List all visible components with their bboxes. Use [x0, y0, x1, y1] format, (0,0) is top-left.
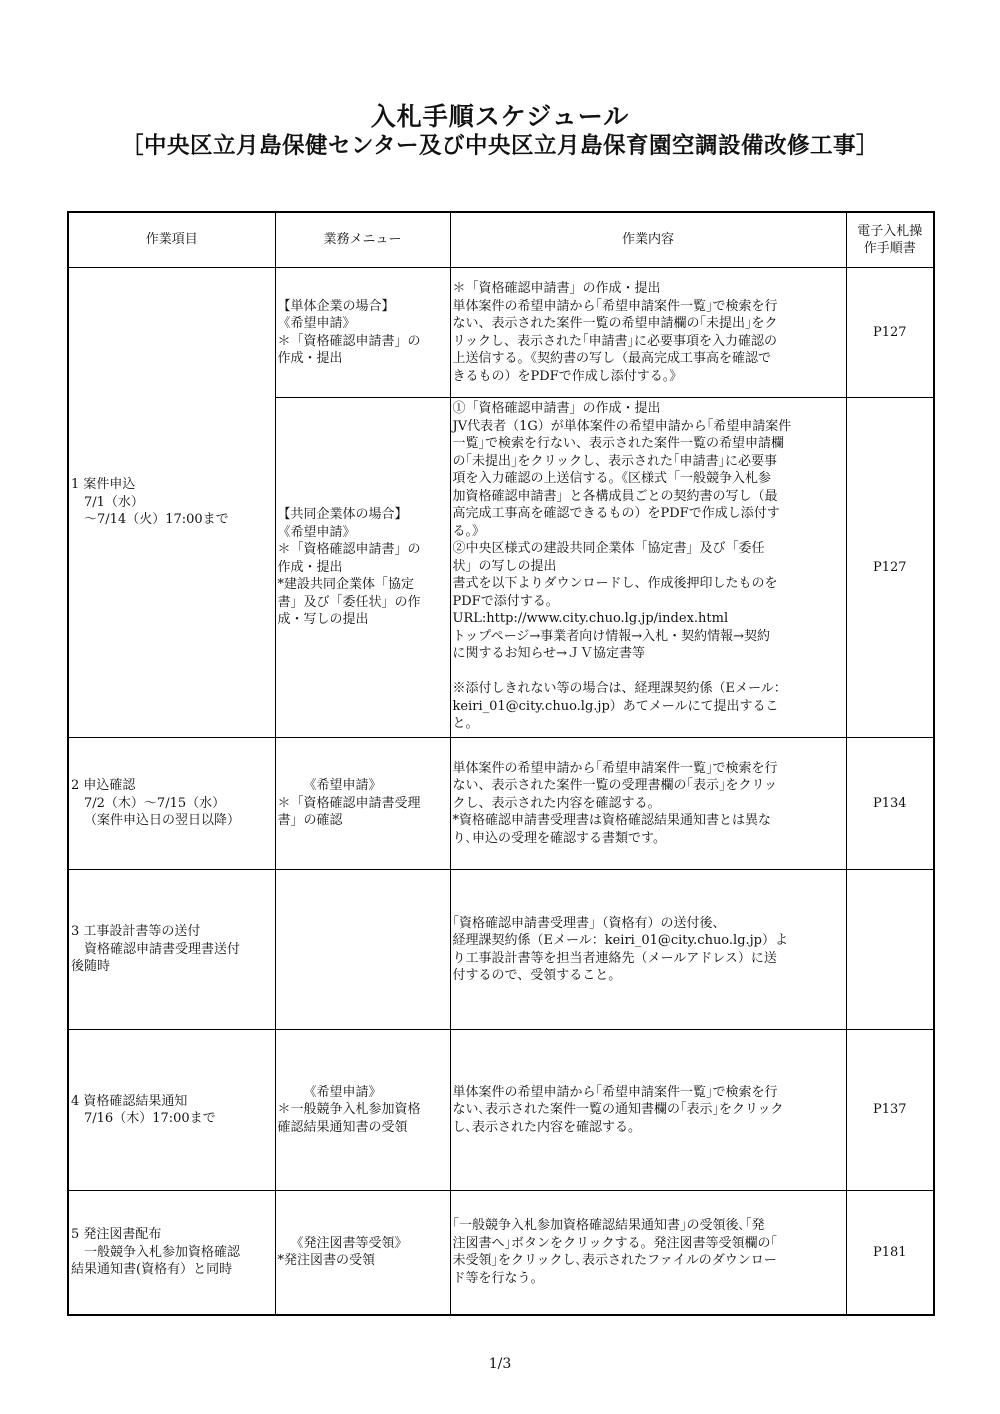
table-row-2: [68, 738, 934, 870]
row1a-menu-line: 【単体企業の場合】: [277, 298, 395, 314]
row2-menu: [275, 738, 450, 870]
row5-content-line: 注図書へ｣ボタンをクリックする。発注図書等受領欄の｢: [452, 1235, 777, 1251]
row1b-content-line: トップページ→事業者向け情報→入札・契約情報→契約: [452, 628, 771, 644]
row1a-manual-page: P127: [846, 268, 934, 398]
row4-content: [450, 1030, 846, 1191]
row1a-content-line: 上送信する。《契約書の写し（最高完成工事高を確認で: [452, 351, 772, 366]
row3-manual-page: [846, 870, 934, 1030]
row1b-email-line: keiri_01@city.chuo.lg.jp）あてメールにて提出するこ: [452, 698, 779, 714]
row1-item-line: 1 案件申込: [71, 477, 136, 493]
row1b-content-line: ※添付しきれない等の場合は、経理課契約係（Eメール：: [452, 681, 787, 696]
row1b-menu-line: ＊「資格確認申請書」の: [277, 542, 421, 558]
row1a-content: [450, 268, 846, 398]
row5-content: [450, 1191, 846, 1315]
row1b-content: [450, 398, 846, 738]
row1b-menu-line: 書」及び「委任状」の作: [277, 594, 421, 610]
row5-content-line: ｢一般競争入札参加資格確認結果通知書｣の受領後､｢発: [452, 1218, 765, 1234]
row2-manual-page: P134: [846, 738, 934, 870]
row1b-menu-line: 《希望申請》: [277, 524, 356, 540]
row1b-content-line: る。》: [452, 523, 486, 539]
document-subtitle: ［中央区立月島保健センター及び中央区立月島保育園空調設備改修工事］: [120, 133, 880, 159]
row4-menu-line: ＊一般競争入札参加資格: [277, 1102, 421, 1118]
row1a-content-line: リックし、表示された｢申請書｣に必要事項を入力確認の: [452, 333, 777, 349]
header-manual-line1: 電子入札操: [857, 223, 923, 239]
row3-content: [450, 870, 846, 1030]
header-menu: 業務メニュー: [275, 212, 450, 268]
row4-content-line: 単体案件の希望申請から｢希望申請案件一覧｣で検索を行: [452, 1084, 778, 1100]
header-item: 作業項目: [68, 212, 275, 268]
row2-content-line: ない、表示された案件一覧の受理書欄の｢表示｣をクリッ: [452, 778, 777, 794]
row3-content-line: ｢資格確認申請書受理書｣（資格有）の送付後、: [452, 915, 726, 931]
row5-item-line: 一般競争入札参加資格確認: [84, 1244, 241, 1260]
row1b-content-line: に関するお知らせ→ＪＶ協定書等: [452, 646, 646, 661]
row5-menu-line: *発注図書の受領: [277, 1253, 376, 1269]
row1b-content-line: と。: [452, 716, 479, 731]
row1a-content-line: ない、表示された案件一覧の希望申請欄の｢未提出｣をク: [452, 316, 778, 331]
row5-menu-line: 《発注図書等受領》: [290, 1235, 408, 1251]
row1b-content-line: 一覧｣で検索を行ない、表示された案件一覧の希望申請欄: [452, 436, 785, 451]
row1b-menu: [275, 398, 450, 738]
header-content: 作業内容: [450, 212, 846, 268]
row2-item-line: （案件申込日の翌日以降）: [84, 813, 241, 829]
row1a-content-line: きるもの）をPDFで作成し添付する。》: [452, 368, 683, 384]
header-row: [68, 212, 934, 268]
row1b-content-line: 状」の写しの提出: [452, 558, 557, 574]
row5-content-line: ド等を行なう。: [452, 1270, 544, 1286]
row1b-menu-line: 成・写しの提出: [277, 612, 369, 628]
row4-menu-line: 《希望申請》: [303, 1084, 382, 1100]
row1a-menu-line: 作成・提出: [277, 351, 343, 366]
row1b-blank-line: [453, 663, 844, 681]
row4-menu-line: 確認結果通知書の受領: [277, 1119, 408, 1135]
row1-item: [68, 268, 275, 738]
row4-manual-page: P137: [846, 1030, 934, 1191]
document-title: 入札手順スケジュール: [370, 102, 630, 131]
row1a-menu-line: 《希望申請》: [277, 316, 356, 331]
row1b-url-line[interactable]: URL:http://www.city.chuo.lg.jp/index.html: [452, 611, 729, 626]
row2-menu-line: 書」の確認: [277, 813, 343, 829]
row4-content-line: ない､表示された案件一覧の通知書欄の｢表示｣をクリック: [452, 1102, 784, 1118]
row5-menu: [275, 1191, 450, 1315]
row2-item: [68, 738, 275, 870]
row3-item-line: 資格確認申請書受理書送付: [84, 941, 241, 957]
table-row-4: [68, 1030, 934, 1191]
row4-item-line: 4 資格確認結果通知: [71, 1093, 188, 1109]
row1a-content-line: ＊「資格確認申請書」の作成・提出: [452, 281, 661, 296]
row1b-content-line: ②中央区様式の建設共同企業体「協定書」及び「委任: [452, 541, 765, 556]
schedule-table: [67, 211, 935, 1316]
row3-item: [68, 870, 275, 1030]
row4-item: [68, 1030, 275, 1191]
row2-content-line: 単体案件の希望申請から｢希望申請案件一覧｣で検索を行: [452, 760, 778, 776]
row4-item-line: 7/16（木）17:00まで: [84, 1111, 216, 1126]
row2-menu-line: ＊「資格確認申請書受理: [277, 795, 421, 811]
row2-item-line: 7/2（木）～7/15（水）: [84, 795, 226, 811]
row1b-content-line: ①「資格確認申請書」の作成・提出: [452, 401, 661, 416]
page-number: 1/3: [488, 1356, 512, 1372]
row5-item: [68, 1191, 275, 1315]
header-manual-line2: 作手順書: [863, 241, 916, 256]
header-manual: [846, 212, 934, 268]
row1b-menu-line: 【共同企業体の場合】: [277, 507, 408, 523]
table-row-1a: [68, 268, 934, 398]
row4-menu: [275, 1030, 450, 1191]
row1a-content-line: 単体案件の希望申請から｢希望申請案件一覧｣で検索を行: [452, 298, 778, 314]
row2-content-line: *資格確認申請書受理書は資格確認結果通知書とは異な: [452, 813, 772, 829]
row5-item-line: 5 発注図書配布: [71, 1227, 162, 1242]
row3-item-line: 3 工事設計書等の送付: [71, 924, 201, 940]
row3-menu: [275, 870, 450, 1030]
row4-content-line: し､表示された内容を確認する。: [452, 1119, 642, 1135]
row2-content-line: り､申込の受理を確認する書類です。: [452, 830, 666, 846]
table-row-3: [68, 870, 934, 1030]
row1b-content-line: 項を入力確認の上送信する。《区様式「一般競争入札参: [452, 471, 772, 486]
row1b-content-line: 加資格確認申請書」と各構成員ごとの契約書の写し（最: [452, 488, 778, 504]
row1b-content-line: PDFで添付する。: [452, 593, 559, 609]
row1b-menu-line: 作成・提出: [277, 559, 343, 575]
row1-item-line: 7/1（水）: [84, 494, 144, 510]
row1b-content-line: JV代表者（1G）が単体案件の希望申請から｢希望申請案件: [452, 418, 792, 434]
row2-menu-line: 《希望申請》: [303, 778, 382, 794]
row2-content-line: クし、表示された内容を確認する。: [452, 795, 661, 811]
row2-item-line: 2 申込確認: [71, 778, 136, 794]
row1b-content-line: 高完成工事高を確認できるもの）をPDFで作成し添付す: [452, 506, 780, 521]
row1-item-line: ～7/14（火）17:00まで: [84, 512, 229, 528]
row3-item-line: 後随時: [71, 959, 111, 975]
table-row-5: [68, 1191, 934, 1315]
row5-item-line: 結果通知書(資格有）と同時: [71, 1262, 233, 1277]
row1a-menu: [275, 268, 450, 398]
row3-email-line: 経理課契約係（Eメール：keiri_01@city.chuo.lg.jp）よ: [452, 933, 789, 948]
row5-content-line: 未受領｣をクリックし､表示されたファイルのダウンロー: [452, 1253, 777, 1269]
row5-manual-page: P181: [846, 1191, 934, 1315]
row1b-menu-line: *建設共同企業体「協定: [277, 577, 415, 593]
row3-content-line: 付するので、受領すること。: [452, 968, 622, 983]
row1b-manual-page: P127: [846, 398, 934, 738]
row2-content: [450, 738, 846, 870]
row3-content-line: り工事設計書等を担当者連絡先（メールアドレス）に送: [452, 950, 777, 966]
row1a-menu-line: ＊「資格確認申請書」の: [277, 333, 421, 349]
row1b-content-line: の｢未提出｣をクリックし、表示された｢申請書｣に必要事: [452, 453, 777, 469]
row1b-content-line: 書式を以下よりダウンロードし、作成後押印したものを: [452, 576, 778, 591]
